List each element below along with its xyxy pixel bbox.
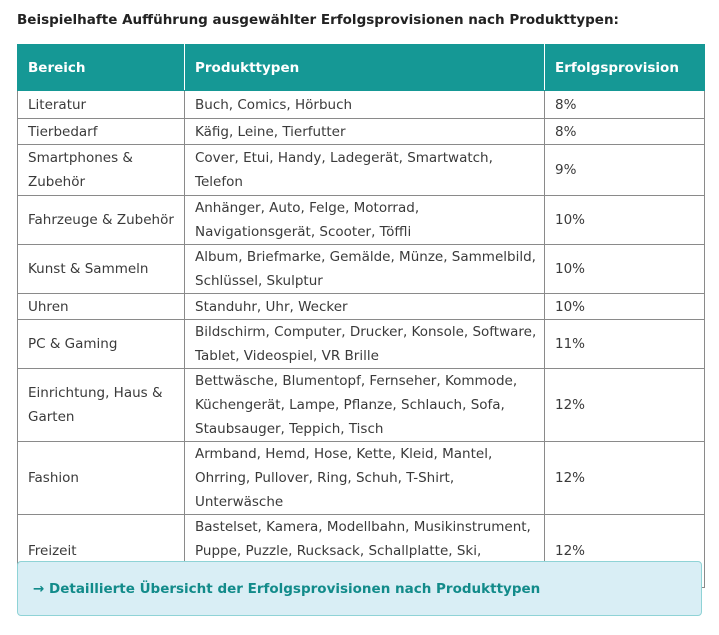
cell-produkttypen: Standuhr, Uhr, Wecker [185, 294, 545, 320]
detailed-overview-link[interactable]: → Detaillierte Übersicht der Erfolgsprovisionen nach Produkttypen [33, 581, 541, 597]
cell-bereich: PC & Gaming [18, 320, 185, 369]
cell-produkttypen: Album, Briefmarke, Gemälde, Münze, Sammelbild, Schlüssel, Skulptur [185, 245, 545, 294]
cell-provision: 10% [545, 196, 705, 245]
cell-produkttypen: Buch, Comics, Hörbuch [185, 91, 545, 119]
table-row [18, 119, 705, 145]
cell-produkttypen: Bastelset, Kamera, Modellbahn, Musikinstrument, Puppe, Puzzle, Rucksack, Schallplatte, Ski, [185, 515, 545, 588]
table-row [18, 196, 705, 245]
page-title: Beispielhafte Aufführung ausgewählter Erfolgsprovisionen nach Produkttypen: [17, 12, 619, 28]
cell-bereich: Literatur [18, 91, 185, 119]
table-header-row [18, 45, 705, 91]
cell-bereich: Freizeit [18, 515, 185, 588]
cell-provision: 12% [545, 515, 705, 588]
table-row [18, 294, 705, 320]
table-row [18, 91, 705, 119]
cell-provision: 9% [545, 145, 705, 196]
commission-table [17, 44, 705, 588]
cell-produkttypen: Armband, Hemd, Hose, Kette, Kleid, Mantel, Ohrring, Pullover, Ring, Schuh, T-Shirt, Unterwäsche [185, 442, 545, 515]
cell-provision: 12% [545, 442, 705, 515]
cell-provision: 8% [545, 119, 705, 145]
column-header-erfolgsprovision: Erfolgsprovision [545, 45, 705, 91]
cell-bereich: Smartphones & Zubehör [18, 145, 185, 196]
cell-provision: 8% [545, 91, 705, 119]
cell-bereich: Uhren [18, 294, 185, 320]
cell-bereich: Tierbedarf [18, 119, 185, 145]
cell-produkttypen: Anhänger, Auto, Felge, Motorrad, Navigationsgerät, Scooter, Töffli [185, 196, 545, 245]
cell-produkttypen: Cover, Etui, Handy, Ladegerät, Smartwatch, Telefon [185, 145, 545, 196]
cell-bereich: Fahrzeuge & Zubehör [18, 196, 185, 245]
cell-bereich: Einrichtung, Haus & Garten [18, 369, 185, 442]
cell-bereich: Fashion [18, 442, 185, 515]
column-header-bereich: Bereich [18, 45, 185, 91]
table-row [18, 320, 705, 369]
info-box [17, 561, 702, 616]
cell-provision: 10% [545, 294, 705, 320]
cell-produkttypen: Bettwäsche, Blumentopf, Fernseher, Kommode, Küchengerät, Lampe, Pflanze, Schlauch, Sofa, Staubsauger, Teppich, Tisch [185, 369, 545, 442]
table-row [18, 145, 705, 196]
column-header-produkttypen: Produkttypen [185, 45, 545, 91]
table-row [18, 369, 705, 442]
cell-produkttypen: Käfig, Leine, Tierfutter [185, 119, 545, 145]
cell-provision: 11% [545, 320, 705, 369]
cell-bereich: Kunst & Sammeln [18, 245, 185, 294]
cell-provision: 12% [545, 369, 705, 442]
cell-provision: 10% [545, 245, 705, 294]
table-row [18, 245, 705, 294]
cell-produkttypen: Bildschirm, Computer, Drucker, Konsole, Software, Tablet, Videospiel, VR Brille [185, 320, 545, 369]
table-row [18, 442, 705, 515]
